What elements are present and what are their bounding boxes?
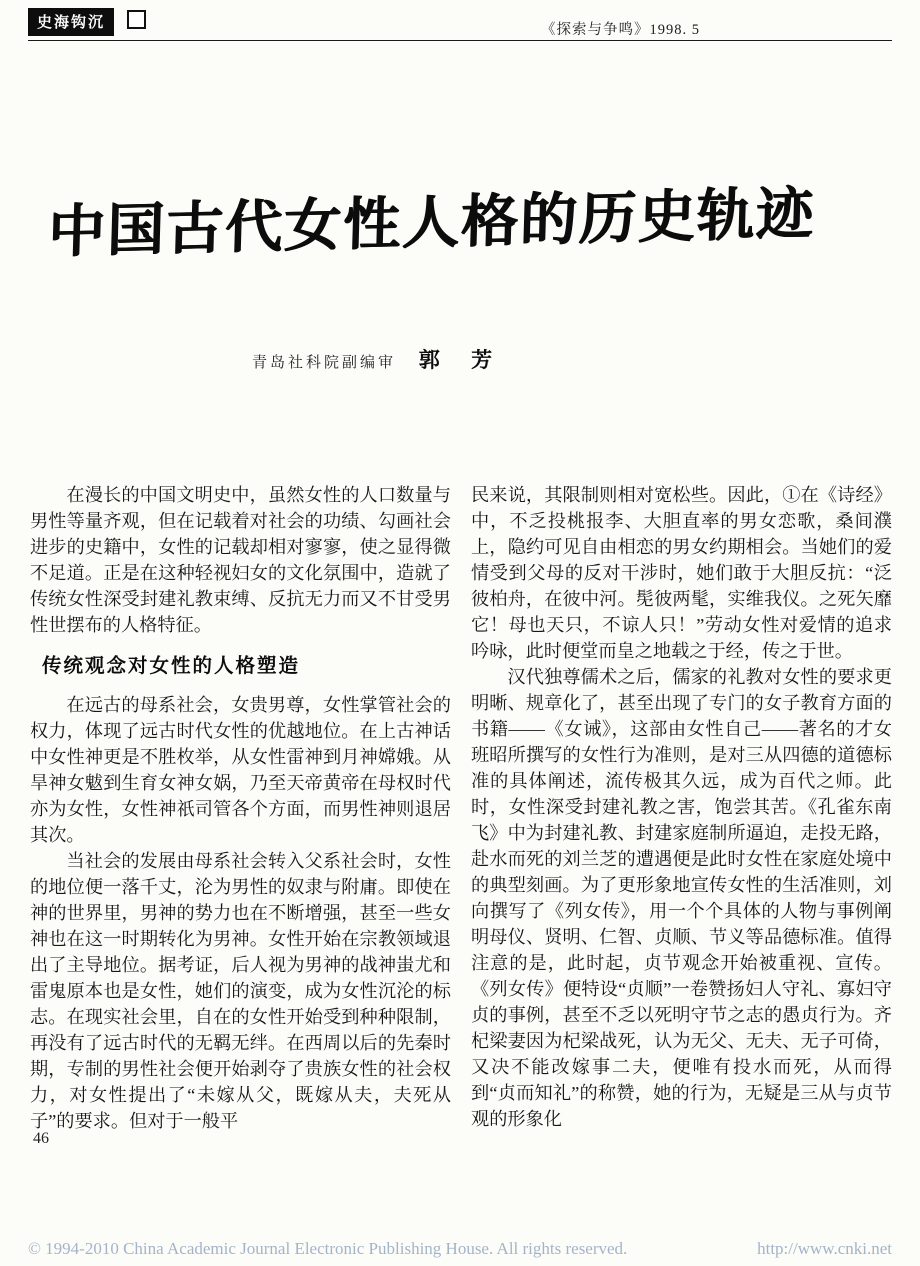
paragraph: 在远古的母系社会，女贵男尊，女性掌管社会的权力，体现了远古时代女性的优越地位。在上古神话中女性神更是不胜枚举，从女性雷神到月神嫦娥。从旱神女魃到生育女神女娲，乃至天帝黄帝在母权时代亦为女性，女性神祇司管各个方面，而男性神则退居其次。 [30, 695, 451, 845]
paragraph: 当社会的发展由母系社会转入父系社会时，女性的地位便一落千丈，沦为男性的奴隶与附庸。即使在神的世界里，男神的势力也在不断增强，甚至一些女神也在这一时期转化为男神。女性开始在宗教领域退出了主导地位。据考证，后人视为男神的战神蚩尤和雷鬼原本也是女性，她们的演变，成为女性沉沦的标志。在现实社会里，自在的女性开始受到种种限制，再没有了远古时代的无羁无绊。在西周以后的先秦时期，专制的男性社会便开始剥夺了贵族女性的社会权力，对女性提出了“未嫁从父，既嫁从夫，夫死从子”的要求。但对于一般平 [30, 851, 451, 1131]
column-badge: 史海钩沉 [28, 8, 114, 36]
paragraph: 汉代独尊儒术之后，儒家的礼教对女性的要求更明晰、规章化了，甚至出现了专门的女子教育方面的书籍——《女诫》，这部由女性自己——著名的才女班昭所撰写的女性行为准则，是对三从四德的道德标准的具体阐述，流传极其久远，成为百代之师。此时，女性深受封建礼教之害，饱尝其苦。《孔雀东南飞》中为封建礼教、封建家庭制所逼迫，走投无路，赴水而死的刘兰芝的遭遇便是此时女性在家庭处境中的典型刻画。为了更形象地宣传女性的生活准则，刘向撰写了《列女传》，用一个个具体的人物与事例阐明母仪、贤明、仁智、贞顺、节义等品德标准。值得注意的是，此时起，贞节观念开始被重视、宣传。《列女传》便特设“贞顺”一卷赞扬妇人守礼、寡妇守贞的事例，甚至不乏以死明守节之志的愚贞行为。齐杞梁妻因为杞梁战死，认为无父、无夫、无子可倚，又决不能改嫁事二夫，便唯有投水而死，从而得到“贞而知礼”的称赞，她的行为，无疑是三从与贞节观的形象化 [471, 667, 892, 1129]
decorative-square-icon [127, 10, 146, 29]
right-column [471, 482, 892, 1134]
author-line [252, 344, 504, 374]
author-affiliation: 青岛社科院副编审 [252, 355, 397, 371]
author-name: 郭 芳 [418, 348, 505, 372]
page-number: 46 [33, 1130, 49, 1147]
paragraph: 民来说，其限制则相对宽松些。因此，①在《诗经》中，不乏投桃报李、大胆直率的男女恋歌，桑间濮上，隐约可见自由相恋的男女约期相会。当她们的爱情受到父母的反对干涉时，她们敢于大胆反抗：“泛彼柏舟，在彼中河。髧彼两髦，实维我仪。之死矢靡它！母也天只，不谅人只！”劳动女性对爱情的追求吟咏，此时便堂而皇之地载之于经，传之于世。 [471, 485, 892, 661]
section-heading: 传统观念对女性的人格塑造 [42, 654, 301, 677]
journal-reference: 《探索与争鸣》1998. 5 [541, 22, 700, 38]
article-title: 中国古代女性人格的历史轨迹 [47, 180, 816, 266]
header-divider [28, 40, 892, 41]
cnki-link[interactable]: http://www.cnki.net [757, 1239, 892, 1258]
footer-watermark [0, 1239, 920, 1259]
paragraph: 在漫长的中国文明史中，虽然女性的人口数量与男性等量齐观，但在记载着对社会的功绩、勾画社会进步的史籍中，女性的记载却相对寥寥，使之显得微不足道。正是在这种轻视妇女的文化氛围中，造就了传统女性深受封建礼教束缚、反抗无力而又不甘受男性世摆布的人格特征。 [30, 485, 451, 635]
article-body [30, 482, 892, 1134]
left-column [30, 482, 451, 1134]
copyright-notice: © 1994-2010 China Academic Journal Electronic Publishing House. All rights reserved. [28, 1239, 628, 1258]
page-header [28, 8, 892, 40]
